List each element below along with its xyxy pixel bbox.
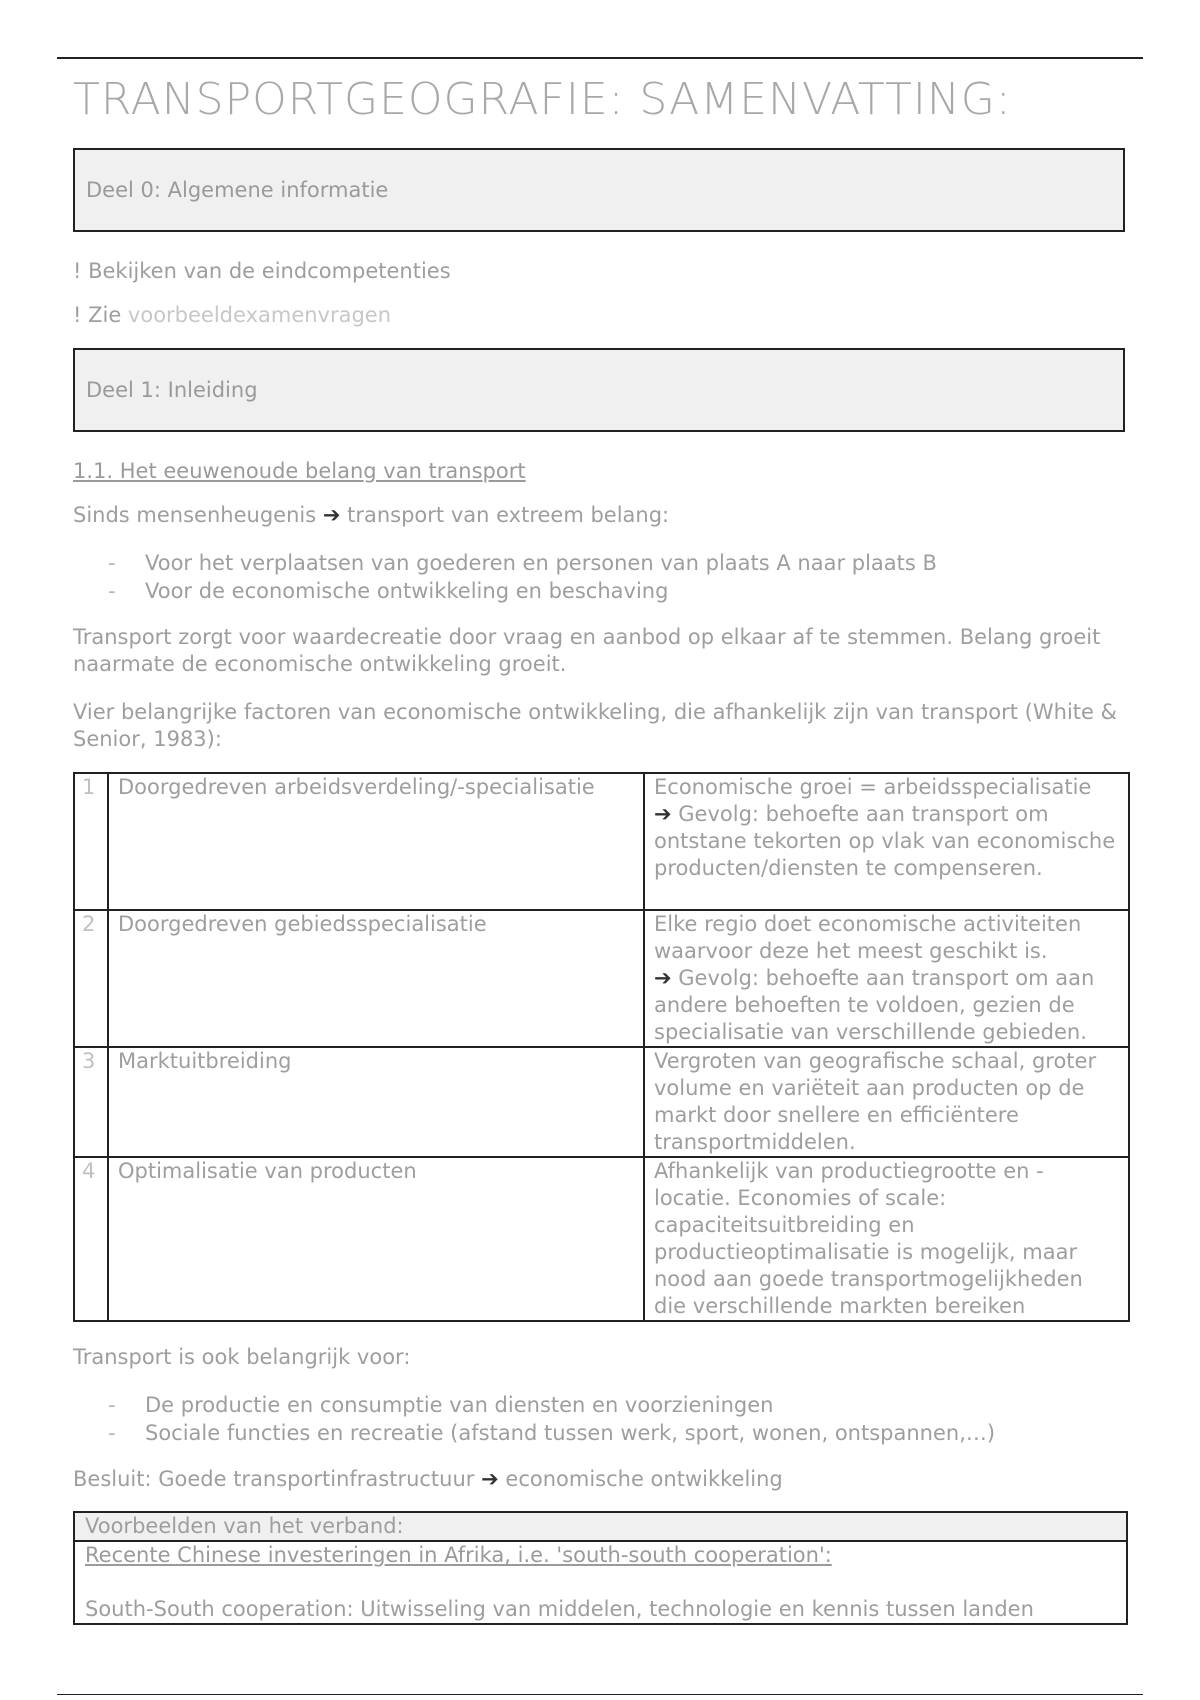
list-item: - Voor de economische ontwikkeling en beschaving (108, 577, 937, 605)
factor-number: 1 (74, 773, 108, 910)
conclusion-before: Besluit: Goede transportinfrastructuur (73, 1467, 482, 1491)
table-row (74, 773, 1129, 910)
also-important-bullet-list (108, 1391, 995, 1447)
examples-body (74, 1541, 1127, 1624)
arrow-icon: ➔ (654, 966, 672, 990)
voorbeeldexamenvragen-link[interactable]: voorbeeldexamenvragen (127, 303, 392, 327)
table-row (74, 1047, 1129, 1157)
examples-subtitle: Recente Chinese investeringen in Afrika, i.e. 'south-south cooperation': (85, 1543, 832, 1567)
factor-name: Marktuitbreiding (108, 1047, 644, 1157)
factor-description (644, 1157, 1129, 1321)
table-row (74, 910, 1129, 1047)
part-1-heading-box (73, 348, 1125, 432)
factor-consequence: Gevolg: behoefte aan transport om aan andere behoeften te voldoen, gezien de specialisatie van verschillende gebieden. (654, 966, 1095, 1044)
factor-number: 4 (74, 1157, 108, 1321)
table-row (74, 1541, 1127, 1624)
intro-before: Sinds mensenheugenis (73, 503, 323, 527)
factor-description-b (654, 965, 1119, 1046)
intro-after: transport van extreem belang: (340, 503, 670, 527)
factors-table (73, 772, 1130, 1322)
intro-line (73, 502, 669, 529)
factor-number: 2 (74, 910, 108, 1047)
factor-name: Optimalisatie van producten (108, 1157, 644, 1321)
top-rule (57, 57, 1143, 59)
factor-description-a: Economische groei = arbeidsspecialisatie (654, 775, 1092, 799)
factor-description-b (654, 801, 1119, 882)
conclusion-after: economische ontwikkeling (498, 1467, 783, 1491)
factor-name: Doorgedreven arbeidsverdeling/-specialisatie (108, 773, 644, 910)
value-creation-paragraph: Transport zorgt voor waardecreatie door vraag en aanbod op elkaar af te stemmen. Belang groeit naarmate de economische ontwikkeling groeit. (73, 625, 1101, 676)
factor-number: 3 (74, 1047, 108, 1157)
examples-text: South-South cooperation: Uitwisseling van middelen, technologie en kennis tussen landen (85, 1597, 1034, 1621)
arrow-icon: ➔ (481, 1467, 499, 1491)
factor-name: Doorgedreven gebiedsspecialisatie (108, 910, 644, 1047)
part-0-heading: Deel 0: Algemene informatie (86, 178, 389, 202)
arrow-icon: ➔ (322, 503, 341, 527)
note-prefix: ! Zie (73, 303, 128, 327)
table-row (74, 1157, 1129, 1321)
part-0-heading-box (73, 148, 1125, 232)
note-voorbeeldexamenvragen (73, 302, 391, 329)
list-item: - Voor het verplaatsen van goederen en personen van plaats A naar plaats B (108, 549, 937, 577)
list-item: - De productie en consumptie van diensten en voorzieningen (108, 1391, 995, 1419)
factor-description-a: Elke regio doet economische activiteiten waarvoor deze het meest geschikt is. (654, 912, 1082, 963)
factors-intro-paragraph: Vier belangrijke factoren van economische ontwikkeling, die afhankelijk zijn van transport (White & Senior, 1983): (73, 700, 1117, 751)
factor-description (644, 1047, 1129, 1157)
factor-description (644, 910, 1129, 1047)
intro-bullet-list (108, 549, 937, 605)
arrow-icon: ➔ (654, 802, 672, 826)
factor-consequence: Gevolg: behoefte aan transport om ontstane tekorten op vlak van economische producten/diensten te compenseren. (654, 802, 1116, 880)
document-title: TRANSPORTGEOGRAFIE: SAMENVATTING: (73, 74, 1012, 125)
bottom-rule (57, 1694, 1143, 1695)
note-eindcompetenties: ! Bekijken van de eindcompetenties (73, 259, 451, 283)
examples-table (73, 1511, 1128, 1625)
examples-heading: Voorbeelden van het verband: (74, 1512, 1127, 1541)
list-item: - Sociale functies en recreatie (afstand tussen werk, sport, wonen, ontspannen,…) (108, 1419, 995, 1447)
part-1-heading: Deel 1: Inleiding (86, 378, 258, 402)
also-important-line: Transport is ook belangrijk voor: (73, 1345, 411, 1369)
conclusion-line (73, 1466, 783, 1493)
factor-description (644, 773, 1129, 910)
section-1-1-title: 1.1. Het eeuwenoude belang van transport (73, 459, 526, 483)
table-row (74, 1512, 1127, 1541)
factor-description-a: Vergroten van geografische schaal, groter volume en variëteit aan producten op de markt door snellere en efficiëntere transportmiddelen. (654, 1049, 1097, 1154)
factor-description-a: Afhankelijk van productiegrootte en -locatie. Economies of scale: capaciteitsuitbreiding en productieoptimalisatie is mogelijk, maar nood aan goede transportmogelijkheden die verschillende markten bereiken (654, 1159, 1083, 1318)
